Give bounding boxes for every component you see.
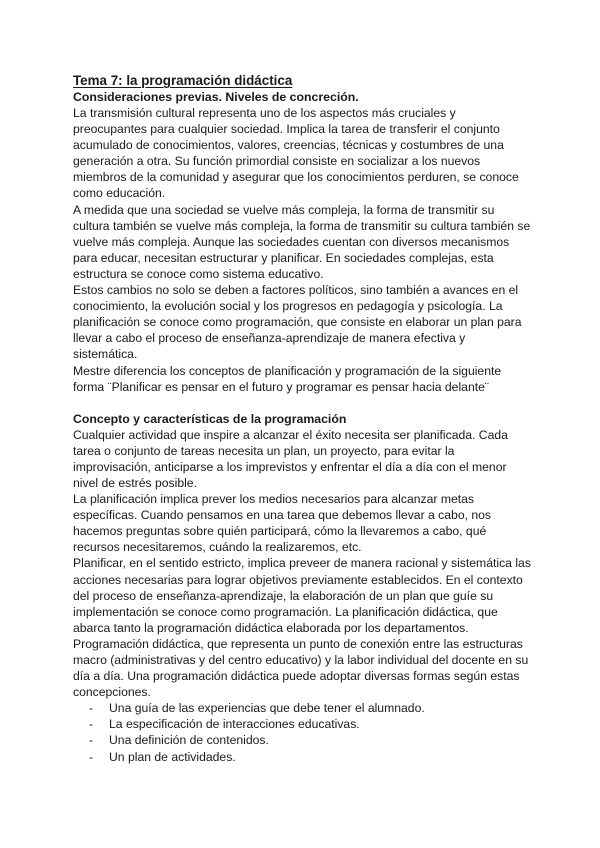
document-page xyxy=(73,72,535,765)
page-title: Tema 7: la programación didáctica xyxy=(73,73,293,88)
dash-marker: - xyxy=(89,701,94,716)
text-line: Programación didáctica, que representa un punto de conexión entre las estructuras xyxy=(73,636,523,651)
paragraph xyxy=(73,491,535,555)
text-line: La planificación implica prever los medios necesarios para alcanzar metas xyxy=(73,492,475,507)
text-line: conocimiento, la evolución social y los progresos en pedagogía y psicología. La xyxy=(73,299,503,314)
text-line: forma ¨Planificar es pensar en el futuro y programar es pensar hacia delante¨ xyxy=(73,379,489,394)
text-line: día a día. Una programación didáctica puede adoptar diversas formas según estas xyxy=(73,669,520,684)
text-line: estructura se conoce como sistema educativo. xyxy=(73,266,324,281)
text-line: macro (administrativas y del centro educativo) y la labor individual del docente en su xyxy=(73,653,529,667)
list-item-text: Una definición de contenidos. xyxy=(109,733,269,748)
dash-marker: - xyxy=(89,749,94,764)
list-item-text: Un plan de actividades. xyxy=(109,749,236,764)
dash-marker: - xyxy=(89,717,94,732)
text-line: cultura también se vuelve más compleja, la forma de transmitir su cultura también se xyxy=(73,218,531,233)
list-item xyxy=(73,732,535,748)
text-line: recursos necesitaremos, cuándo la realizaremos, etc. xyxy=(73,540,362,555)
list-item-text: La especificación de interacciones educativas. xyxy=(109,717,360,732)
list-item-text: Una guía de las experiencias que debe tener el alumnado. xyxy=(109,701,425,716)
paragraph xyxy=(73,427,535,491)
text-line: del proceso de enseñanza-aprendizaje, la elaboración de un plan que guíe su xyxy=(73,588,494,603)
text-line: improvisación, anticiparse a los imprevistos y enfrentar el día a día con el menor xyxy=(73,459,507,474)
text-line: concepciones. xyxy=(73,685,151,700)
text-line: Estos cambios no solo se deben a factores políticos, sino también a avances en el xyxy=(73,283,519,298)
text-line: implementación se conoce como programación. La planificación didáctica, que xyxy=(73,604,498,619)
blank-line xyxy=(73,395,535,411)
text-line: llevar a cabo el proceso de enseñanza-aprendizaje de manera efectiva y xyxy=(73,331,466,346)
list-item xyxy=(73,700,535,716)
text-line: vuelve más compleja. Aunque las sociedades cuentan con diversos mecanismos xyxy=(73,234,510,249)
list-item xyxy=(73,716,535,732)
text-line: A medida que una sociedad se vuelve más compleja, la forma de transmitir su xyxy=(73,202,495,217)
section-heading: Concepto y características de la programación xyxy=(73,411,347,426)
text-line: miembros de la comunidad y asegurar que los conocimientos perduren, se conoce xyxy=(73,170,519,185)
text-line: como educación. xyxy=(73,186,166,201)
section-heading: Consideraciones previas. Niveles de concreción. xyxy=(73,90,359,104)
text-line: Planificar, en el sentido estricto, implica preveer de manera racional y sistemática las xyxy=(73,556,531,571)
text-line: Mestre diferencia los conceptos de planificación y programación de la siguiente xyxy=(73,363,502,378)
text-line: específicas. Cuando pensamos en una tarea que debemos llevar a cabo, nos xyxy=(73,508,492,523)
text-line: nivel de estrés posible. xyxy=(73,475,197,490)
bullet-list xyxy=(73,700,535,764)
text-line: La transmisión cultural representa uno de los aspectos más cruciales y xyxy=(73,106,456,120)
paragraph xyxy=(73,363,535,395)
text-line: hacemos preguntas sobre quién participará, cómo la llevaremos a cabo, qué xyxy=(73,524,487,539)
text-line: para educar, necesitan estructurar y planificar. En sociedades complejas, esta xyxy=(73,250,494,265)
dash-marker: - xyxy=(89,733,94,748)
paragraph xyxy=(73,555,535,635)
text-line: generación a otra. Su función primordial consiste en socializar a los nuevos xyxy=(73,154,481,169)
paragraph xyxy=(73,105,535,202)
text-line: acciones necesarias para lograr objetivos previamente establecidos. En el contexto xyxy=(73,572,523,587)
text-line: preocupantes para cualquier sociedad. Implica la tarea de transferir el conjunto xyxy=(73,122,500,137)
text-line: tarea o conjunto de tareas necesita un plan, un proyecto, para evitar la xyxy=(73,443,455,458)
text-line: Cualquier actividad que inspire a alcanzar el éxito necesita ser planificada. Cada xyxy=(73,427,508,442)
paragraph xyxy=(73,202,535,282)
paragraph xyxy=(73,282,535,362)
text-line: sistemática. xyxy=(73,347,138,362)
text-line: acumulado de conocimientos, valores, creencias, técnicas y costumbres de una xyxy=(73,138,504,153)
paragraph xyxy=(73,636,535,700)
text-line: abarca tanto la programación didáctica elaborada por los departamentos. xyxy=(73,620,469,635)
text-line: planificación se conoce como programación, que consiste en elaborar un plan para xyxy=(73,315,522,330)
list-item xyxy=(73,749,535,765)
